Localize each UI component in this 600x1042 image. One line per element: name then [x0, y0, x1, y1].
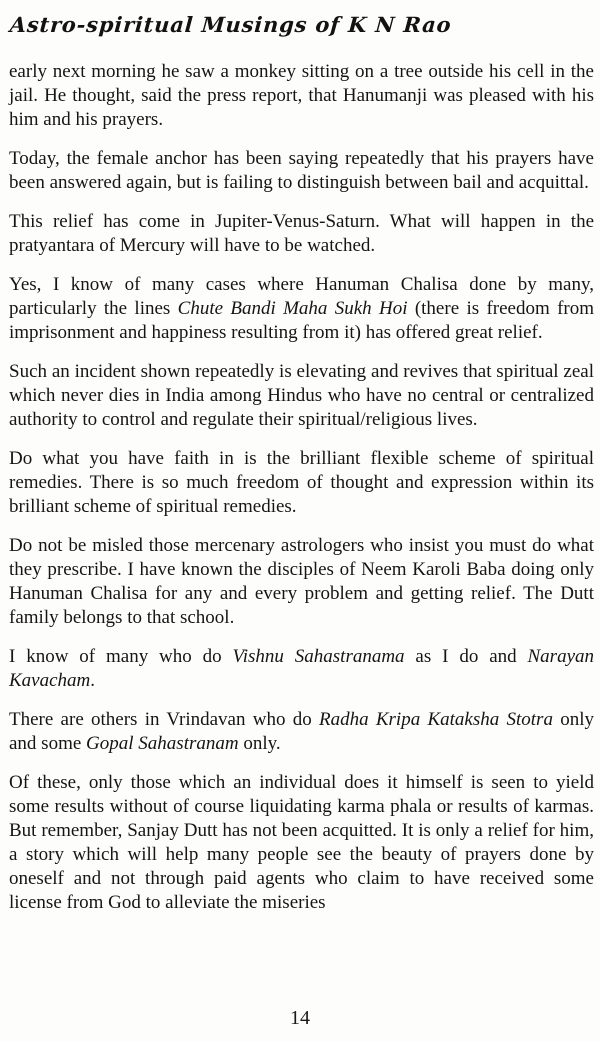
italic-phrase: Narayan Kavacham [9, 646, 594, 691]
italic-phrase: Vishnu Sahastranama [232, 646, 405, 667]
text-run: only and some [9, 709, 595, 754]
text-run: Do what you have faith in is the brilliant flexible scheme of spiritual remedies. There is so much freedom of thought and expression within its brilliant scheme of spiritual remedies. [9, 448, 594, 517]
text-run: Such an incident shown repeatedly is elevating and revives that spiritual zeal which never dies in India among Hindus who have no central or centralized authority to control and regulate their spiritual/religious lives. [9, 361, 594, 430]
text-run: only. [238, 733, 281, 754]
paragraph [9, 645, 594, 693]
text-run: This relief has come in Jupiter-Venus-Saturn. What will happen in the pratyantara of Mercury will have to be watched. [9, 211, 594, 256]
text-run: Yes, I know of many cases where Hanuman Chalisa done by many, particularly the lines [9, 274, 594, 319]
text-run: Do not be misled those mercenary astrologers who insist you must do what they prescribe. I have known the disciples of Neem Karoli Baba doing only Hanuman Chalisa for any and every problem and getting relief. The Dutt family belongs to that school. [9, 535, 594, 628]
page-body [9, 60, 594, 915]
text-run: (there is freedom from imprisonment and happiness resulting from it) has offered great relief. [9, 298, 595, 343]
text-run: Today, the female anchor has been saying repeatedly that his prayers have been answered again, but is failing to distinguish between bail and acquittal. [9, 148, 594, 193]
paragraph [9, 210, 594, 258]
text-run: . [90, 670, 96, 691]
paragraph [9, 147, 594, 195]
text-run: as I do and [404, 646, 528, 667]
paragraph [9, 273, 594, 345]
paragraph [9, 60, 594, 132]
italic-phrase: Chute Bandi Maha Sukh Hoi [177, 298, 408, 319]
paragraph [9, 534, 594, 630]
paragraph [9, 447, 594, 519]
italic-phrase: Gopal Sahastranam [86, 733, 239, 754]
italic-phrase: Radha Kripa Kataksha Stotra [318, 709, 553, 730]
text-run: early next morning he saw a monkey sitting on a tree outside his cell in the jail. He thought, said the press report, that Hanumanji was pleased with his him and his prayers. [9, 61, 594, 130]
text-run: I know of many who do [9, 646, 233, 667]
paragraph [9, 360, 594, 432]
running-header: Astro-spiritual Musings of K N Rao [9, 12, 453, 37]
text-run: Of these, only those which an individual does it himself is seen to yield some results without of course liquidating karma phala or results of karmas. But remember, Sanjay Dutt has not been acquitted. It is only a relief for him, a story which will help many people see the beauty of prayers done by oneself and not through paid agents who claim to have received some license from God to alleviate the miseries [9, 772, 594, 913]
paragraph [9, 708, 594, 756]
text-run: There are others in Vrindavan who do [9, 709, 319, 730]
paragraph [9, 771, 594, 915]
page-number: 14 [290, 1007, 310, 1029]
